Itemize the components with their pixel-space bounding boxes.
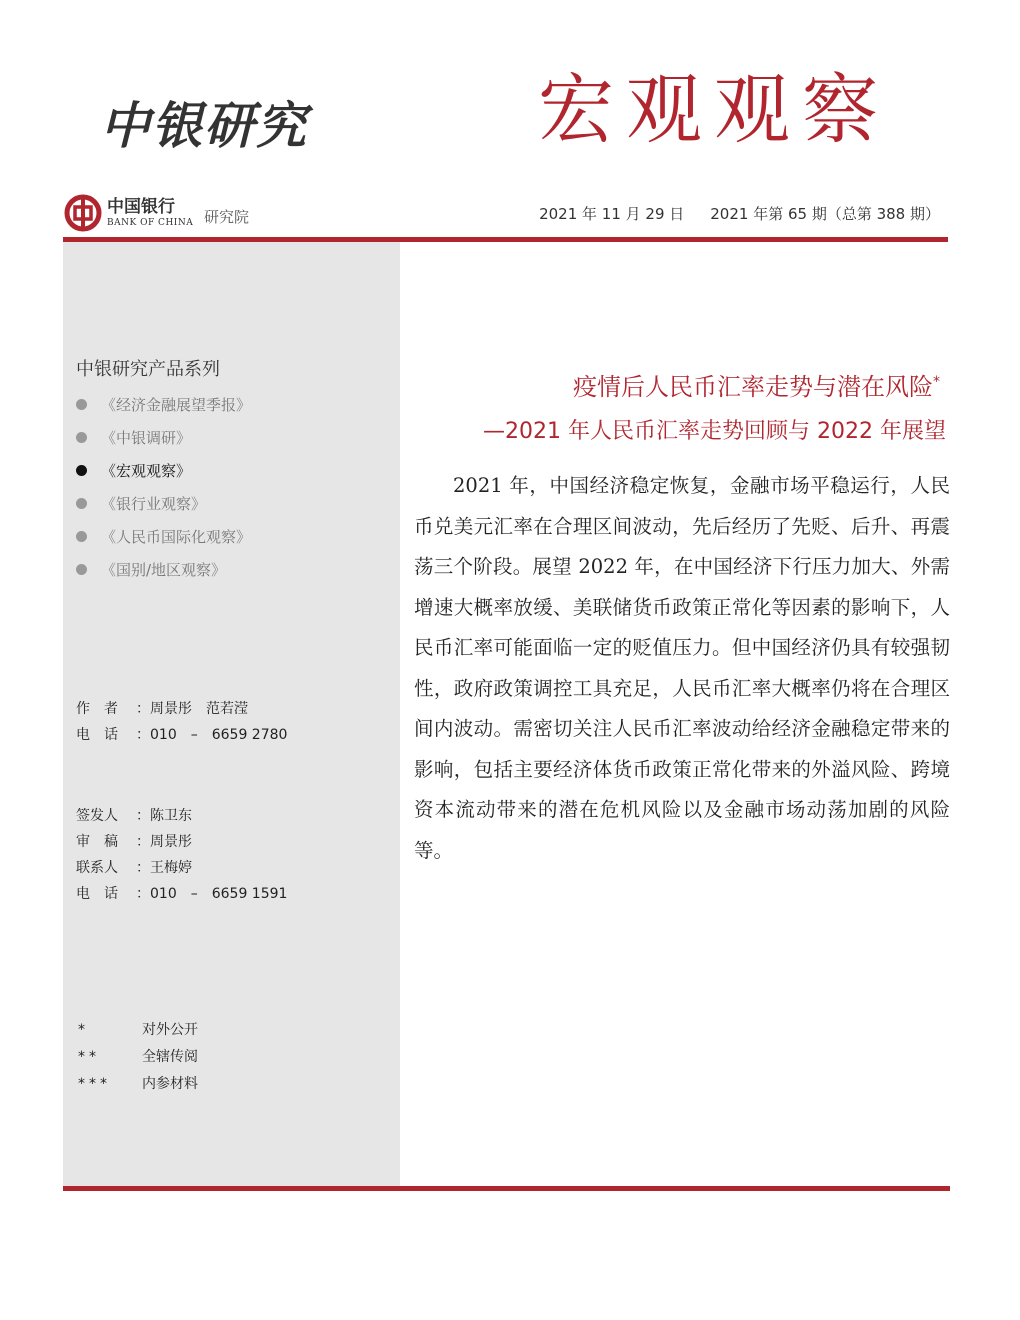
bank-name-cn: 中国银行 xyxy=(107,197,175,217)
series-item-label: 《宏观观察》 xyxy=(101,462,192,480)
contact-phone-value: 010 – 6659 1591 xyxy=(150,886,288,902)
series-item-label: 《银行业观察》 xyxy=(101,495,207,513)
series-item-active xyxy=(76,460,251,493)
confidentiality-stars: ** xyxy=(78,1049,100,1065)
series-title: 中银研究产品系列 xyxy=(76,359,220,380)
publication-title: 宏观观察 xyxy=(538,65,890,154)
series-item-label: 《经济金融展望季报》 xyxy=(101,396,252,414)
article-abstract: 2021 年，中国经济稳定恢复，金融市场平稳运行，人民币兑美元汇率在合理区间波动，先后经历了先贬、后升、再震荡三个阶段。展望 2022 年，在中国经济下行压力加大、外需增速大概率放缓、美联储货币政策正常化等因素的影响下，人民币汇率可能面临一定的贬值压力。但中国经济仍具有较强韧性，政府政策调控工具充足，人民币汇率大概率仍将在合理区间内波动。需密切关注人民币汇率波动给经济金融稳定带来的影响，包括主要经济体货币政策正常化带来的外溢风险、跨境资本流动带来的潜在危机风险以及金融市场动荡加剧的风险等。 xyxy=(414,474,950,862)
contact-phone-label: 电 话 xyxy=(76,886,118,902)
bullet-icon xyxy=(76,564,87,575)
confidentiality-stars: * xyxy=(78,1022,89,1038)
header-divider xyxy=(63,237,948,242)
brand-calligraphy-logo: 中银研究 xyxy=(100,96,308,155)
series-item xyxy=(76,394,251,427)
confidentiality-label: 对外公开 xyxy=(142,1022,198,1038)
author-phone-label: 电 话 xyxy=(76,727,118,743)
article-subtitle: —2021 年人民币汇率走势回顾与 2022 年展望 xyxy=(483,419,946,444)
confidentiality-stars: *** xyxy=(78,1076,111,1092)
footer-divider xyxy=(63,1186,950,1191)
issue-number: 2021 年第 65 期（总第 388 期） xyxy=(710,205,940,223)
reviewer-label: 审 稿 xyxy=(76,834,118,850)
confidentiality-legend xyxy=(78,1017,198,1098)
contact-value: 王梅婷 xyxy=(150,860,192,876)
bank-name-en: BANK OF CHINA xyxy=(107,218,194,228)
author-value: 周景彤 范若滢 xyxy=(150,701,248,717)
series-item xyxy=(76,427,251,460)
issuer-label: 签发人 xyxy=(76,808,118,824)
bullet-icon xyxy=(76,432,87,443)
series-item xyxy=(76,526,251,559)
author-phone-value: 010 – 6659 2780 xyxy=(150,727,288,743)
article-title xyxy=(573,362,940,407)
institute-label: 研究院 xyxy=(204,208,250,226)
confidentiality-label: 全辖传阅 xyxy=(142,1049,198,1065)
series-item-label: 《中银调研》 xyxy=(101,429,192,447)
issue-line xyxy=(539,203,940,224)
series-item xyxy=(76,493,251,526)
reviewer-value: 周景彤 xyxy=(150,834,192,850)
footnote-mark: * xyxy=(933,374,940,390)
bullet-icon xyxy=(76,399,87,410)
series-item-label: 《人民币国际化观察》 xyxy=(101,528,252,546)
bullet-icon xyxy=(76,498,87,509)
issuer-block: 签发人 ： 陈卫东 审 稿 ： 周景彤 联系人 ： 王梅婷 电 话 ： 010 – 6659 1591 xyxy=(76,803,287,907)
author-label: 作 者 xyxy=(76,701,118,717)
bullet-icon xyxy=(76,531,87,542)
publish-date: 2021 年 11 月 29 日 xyxy=(539,205,685,223)
contact-label: 联系人 xyxy=(76,860,118,876)
bank-of-china-logo-icon xyxy=(64,194,102,232)
series-item-label: 《国别/地区观察》 xyxy=(101,561,227,579)
author-block: 作 者 ： 周景彤 范若滢 电 话 ： 010 – 6659 2780 xyxy=(76,696,287,748)
confidentiality-label: 内参材料 xyxy=(142,1076,198,1092)
series-item xyxy=(76,559,251,592)
bullet-icon xyxy=(76,465,87,476)
article-title-text: 疫情后人民币汇率走势与潜在风险 xyxy=(573,373,933,401)
series-list xyxy=(76,394,251,592)
issuer-value: 陈卫东 xyxy=(150,808,192,824)
